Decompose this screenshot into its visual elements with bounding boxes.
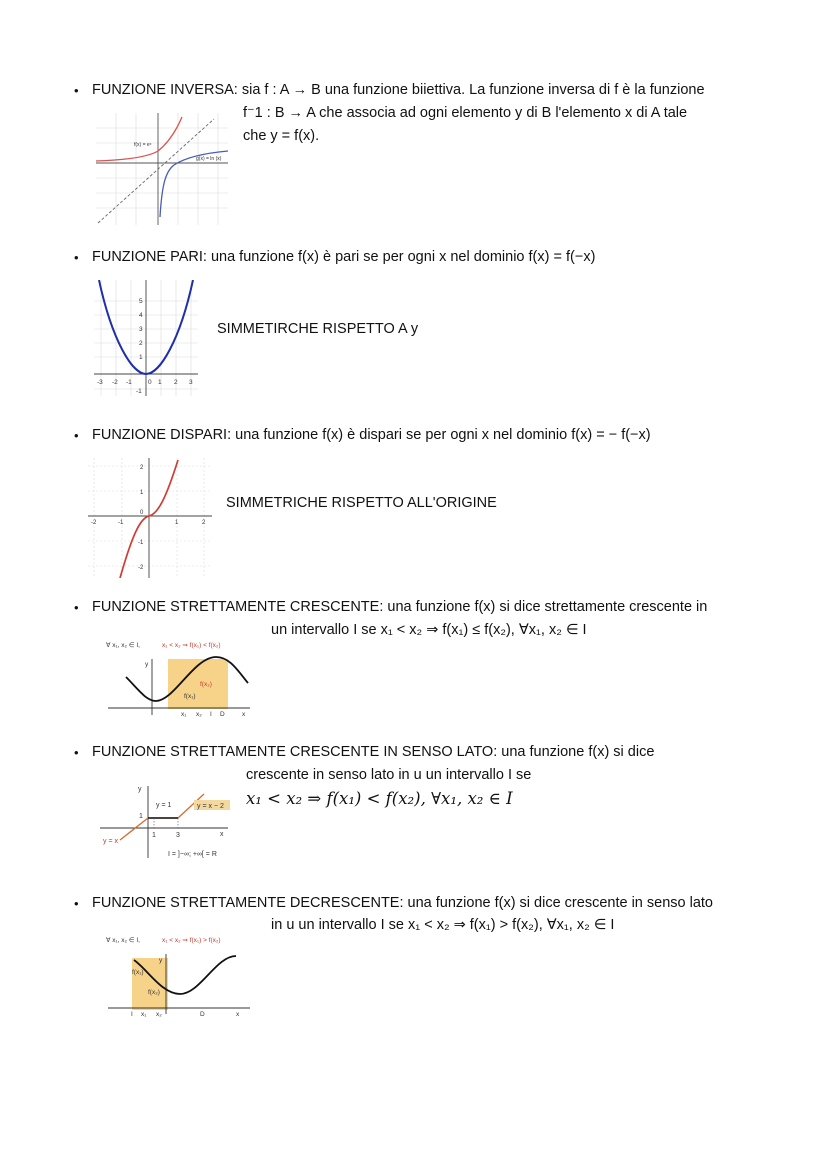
crescente-lato-line-1: FUNZIONE STRETTAMENTE CRESCENTE IN SENSO LATO: una funzione f(x) si dice xyxy=(92,744,655,760)
crescente-line-1: FUNZIONE STRETTAMENTE CRESCENTE: una funzione f(x) si dice strettamente crescente in xyxy=(92,599,708,615)
graph-label: x xyxy=(236,1011,240,1018)
graph-label: ∀ x₁, x₂ ∈ I, xyxy=(106,937,140,944)
crescente-line-2: un intervallo I se x₁ < x₂ ⇒ f(x₁) ≤ f(x₂), ∀x₁, x₂ ∈ I xyxy=(271,622,587,638)
tick-label: 5 xyxy=(139,298,143,305)
tick-label: 1 xyxy=(139,354,143,361)
graph-label: D xyxy=(220,711,225,718)
crescente-lato-line-2: crescente in senso lato in u un intervallo I se xyxy=(246,767,532,783)
tick-label: -1 xyxy=(138,540,144,546)
graph-label: y xyxy=(138,786,142,793)
tick-label: -1 xyxy=(118,520,124,526)
decrescente-line-1: FUNZIONE STRETTAMENTE DECRESCENTE: una funzione f(x) si dice crescente in senso lato xyxy=(92,895,713,911)
decreasing-function-graph xyxy=(104,932,254,1018)
graph-label: x₁ xyxy=(141,1011,147,1018)
tick-label: 1 xyxy=(175,520,179,526)
graph-label: y xyxy=(159,957,163,964)
tick-label: -2 xyxy=(91,520,97,526)
piecewise-curve xyxy=(120,794,204,840)
tick-label: 0 xyxy=(148,379,152,386)
graph-label: f(x₂) xyxy=(148,989,160,996)
graph-label: ∀ x₁, x₂ ∈ I, xyxy=(106,642,140,649)
bullet: • xyxy=(74,428,79,443)
graph-label: f(x₂) xyxy=(200,681,212,688)
bullet: • xyxy=(74,250,79,265)
bullet: • xyxy=(74,83,79,98)
graph-label: y = 1 xyxy=(156,802,172,809)
graph-label: y = x − 2 xyxy=(197,803,224,810)
graph-label: y xyxy=(145,661,149,668)
graph-label: D xyxy=(200,1011,205,1018)
tick-label: -2 xyxy=(138,565,144,571)
increasing-function-graph xyxy=(104,637,254,719)
graph-label: x₁ xyxy=(181,711,187,718)
tick-label: 2 xyxy=(174,379,178,386)
graph-label: x₁ < x₂ ⇒ f(x₁) > f(x₂) xyxy=(162,937,221,944)
bisector-line xyxy=(98,119,214,223)
tick-label: 2 xyxy=(202,520,206,526)
graph-label: x₁ < x₂ ⇒ f(x₁) < f(x₂) xyxy=(162,642,221,649)
graph-label: f(x) = eˣ xyxy=(134,142,152,148)
odd-function-graph xyxy=(88,458,212,578)
pari-line-1: FUNZIONE PARI: una funzione f(x) è pari se per ogni x nel dominio f(x) = f(−x) xyxy=(92,249,596,265)
inverse-function-graph xyxy=(96,113,228,225)
tick-label: -1 xyxy=(136,388,142,395)
decrescente-line-2: in u un intervallo I se x₁ < x₂ ⇒ f(x₁) > f(x₂), ∀x₁, x₂ ∈ I xyxy=(271,917,615,933)
graph-label: y = x xyxy=(103,838,118,845)
exp-curve xyxy=(96,117,182,161)
weakly-increasing-graph xyxy=(100,780,250,862)
dispari-caption: SIMMETRICHE RISPETTO ALL'ORIGINE xyxy=(226,495,497,511)
crescente-lato-line-3: x₁ < x₂ ⇒ f(x₁) < f(x₂), ∀x₁, x₂ ∈ I xyxy=(246,789,513,808)
graph-label: x xyxy=(220,831,224,838)
even-function-graph xyxy=(94,280,198,396)
tick-label: -1 xyxy=(126,379,132,386)
inversa-line-3: che y = f(x). xyxy=(243,128,320,144)
graph-label: I xyxy=(131,1011,133,1018)
bullet: • xyxy=(74,600,79,615)
bullet: • xyxy=(74,745,79,760)
graph-label: x₂ xyxy=(156,1011,162,1018)
pari-caption: SIMMETIRCHE RISPETTO A y xyxy=(217,321,419,337)
tick-label: 3 xyxy=(139,326,143,333)
inversa-line-2: f⁻1 : B → A che associa ad ogni elemento y di B l'elemento x di A tale xyxy=(243,105,688,121)
tick-label: 4 xyxy=(139,312,143,319)
tick-label: 3 xyxy=(189,379,193,386)
tick-label: 0 xyxy=(140,510,144,516)
graph-label: 1 xyxy=(139,813,143,820)
graph-label: I = ]−∞; +∞[ = R xyxy=(168,851,217,858)
tick-label: 1 xyxy=(140,490,144,496)
tick-label: 1 xyxy=(158,379,162,386)
tick-label: -2 xyxy=(112,379,118,386)
interval-highlight xyxy=(132,958,168,1010)
graph-label: I xyxy=(210,711,212,718)
graph-label: f(x₁) xyxy=(132,969,144,976)
graph-label: f(x₁) xyxy=(184,693,196,700)
graph-label: 3 xyxy=(176,832,180,839)
tick-label: 2 xyxy=(139,340,143,347)
graph-label: 1 xyxy=(152,832,156,839)
graph-label: x xyxy=(242,711,246,718)
dispari-line-1: FUNZIONE DISPARI: una funzione f(x) è dispari se per ogni x nel dominio f(x) = − f(−x) xyxy=(92,427,651,443)
inversa-line-1: FUNZIONE INVERSA: sia f : A → B una funzione biiettiva. La funzione inversa di f è la funzione xyxy=(92,82,705,98)
tick-label: 2 xyxy=(140,465,144,471)
tick-label: -3 xyxy=(97,379,103,386)
bullet: • xyxy=(74,896,79,911)
graph-label: g(x) = ln (x) xyxy=(196,156,222,162)
graph-label: x₂ xyxy=(196,711,202,718)
